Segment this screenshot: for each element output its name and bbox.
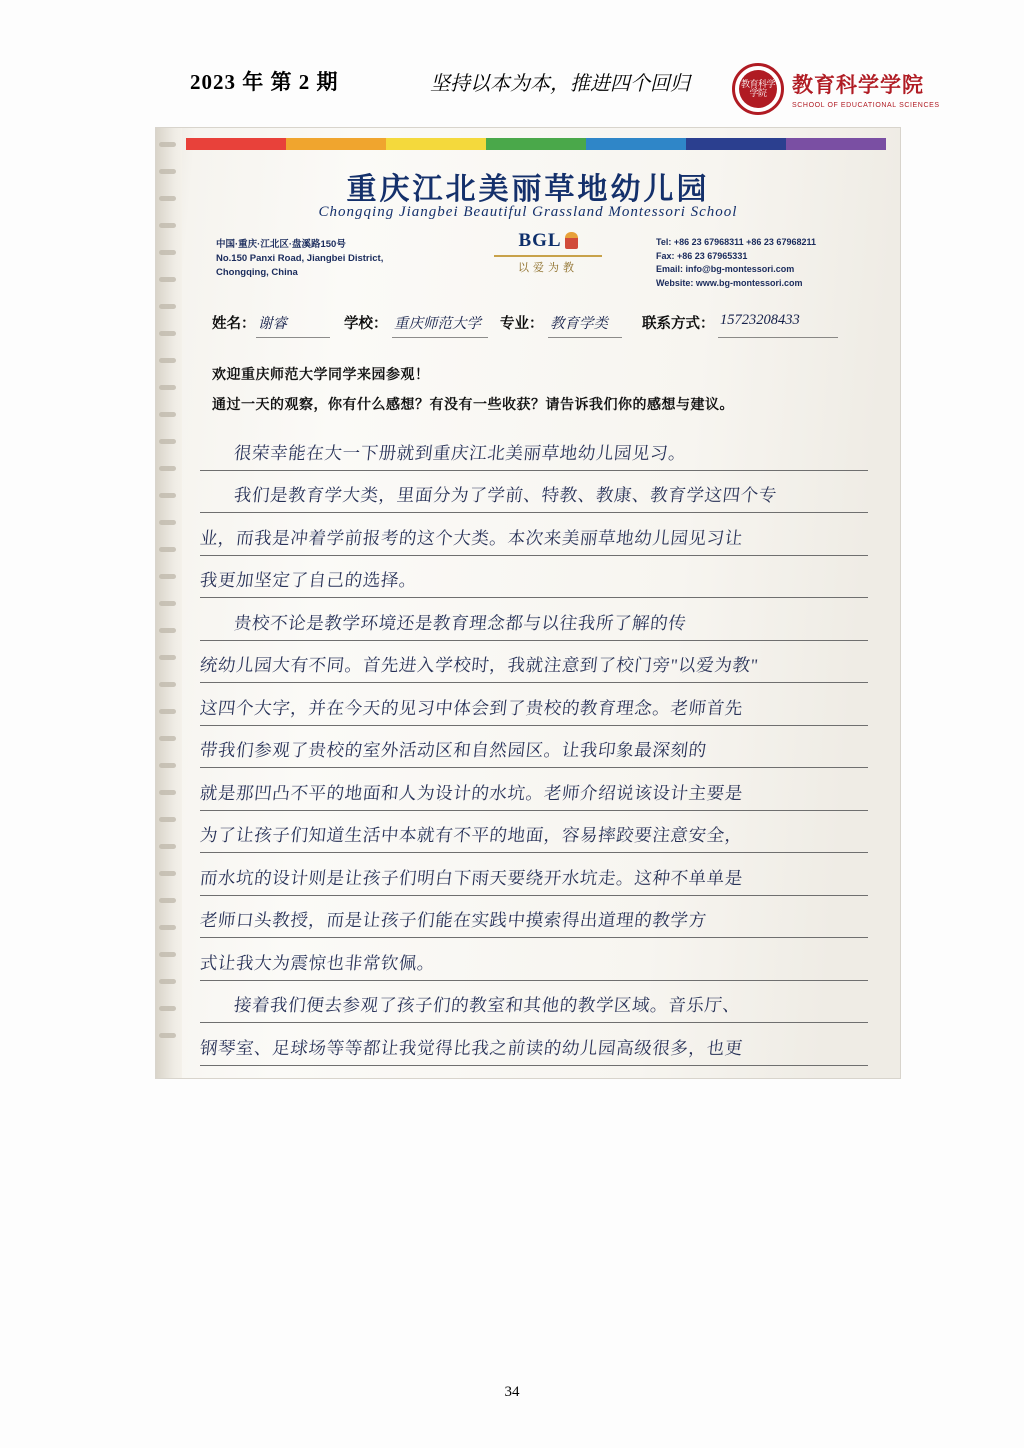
name-label: 姓名： [212, 316, 256, 332]
handwriting-line [200, 556, 868, 599]
scanned-form-image [156, 128, 900, 1078]
school-label: 学校： [344, 316, 388, 332]
binding-hole [159, 331, 176, 336]
address-line-0: 中国·重庆·江北区·盘溪路150号 [216, 239, 346, 250]
handwriting-line [200, 513, 868, 556]
contact-line-0: Tel: +86 23 67968311 +86 23 67968211 [656, 237, 816, 247]
binding-hole [159, 385, 176, 390]
handwriting-text: 就是那凹凸不平的地面和人为设计的水坑。老师介绍说该设计主要是 [198, 782, 744, 803]
binding-hole [159, 925, 176, 930]
form-identity-line [212, 312, 852, 338]
binding-hole [159, 763, 176, 768]
brand-divider [494, 255, 602, 257]
logo-seal-text: 教育科学学院 [739, 70, 777, 108]
binding-hole [159, 979, 176, 984]
handwriting-text: 而水坑的设计则是让孩子们明白下雨天要绕开水坑走。这种不单单是 [198, 867, 744, 888]
logo-name-en: SCHOOL OF EDUCATIONAL SCIENCES [792, 102, 940, 109]
brand-child-icon [565, 232, 578, 249]
school-name-cn: 重庆江北美丽草地幼儿园 [346, 173, 710, 206]
logo-seal-icon [732, 63, 784, 115]
handwritten-body [200, 428, 868, 1066]
major-underline [548, 337, 622, 338]
issue-label: 2023 年 第 2 期 [190, 70, 339, 94]
contact-value: 15723208433 [720, 312, 800, 328]
school-underline [392, 337, 488, 338]
institution-logo [732, 58, 940, 120]
binding-hole [159, 358, 176, 363]
binding-hole [159, 898, 176, 903]
handwriting-line [200, 1023, 868, 1066]
stripe-5 [686, 138, 786, 150]
prompt-question: 通过一天的观察，你有什么感想？有没有一些收获？请告诉我们你的感想与建议。 [212, 398, 734, 413]
handwriting-text: 贵校不论是教学环境还是教育理念都与以往我所了解的传 [232, 612, 688, 633]
binding-hole [159, 790, 176, 795]
page-number: 34 [504, 1384, 520, 1400]
handwriting-text: 业，而我是冲着学前报考的这个大类。本次来美丽草地幼儿园见习让 [198, 527, 744, 548]
handwriting-line [200, 938, 868, 981]
binding-hole [159, 493, 176, 498]
handwriting-text: 带我们参观了贵校的室外活动区和自然园区。让我印象最深刻的 [198, 740, 708, 760]
stripe-6 [786, 138, 886, 150]
binding-hole [159, 223, 176, 228]
school-address [216, 238, 383, 279]
binding-hole [159, 277, 176, 282]
handwriting-text: 我们是教育学大类，里面分为了学前、特教、教康、教育学这四个专 [232, 485, 778, 505]
handwriting-text: 钢琴室、足球场等等都让我觉得比我之前读的幼儿园高级很多，也更 [198, 1037, 744, 1058]
binding-hole [159, 250, 176, 255]
school-value: 重庆师范大学 [394, 316, 481, 332]
binding-hole [159, 952, 176, 957]
binding-hole [159, 547, 176, 552]
handwriting-line [200, 683, 868, 726]
binding-hole [159, 1006, 176, 1011]
stripe-2 [386, 138, 486, 150]
running-title: 坚持以本为本，推进四个回归 [430, 73, 690, 95]
stripe-3 [486, 138, 586, 150]
school-contact [656, 236, 816, 290]
handwriting-text: 式让我大为震惊也非常钦佩。 [198, 952, 437, 973]
logo-wordmark [792, 69, 940, 109]
address-line-1: No.150 Panxi Road, Jiangbei District, [216, 252, 384, 264]
handwriting-line [200, 598, 868, 641]
handwriting-text: 统幼儿园大有不同。首先进入学校时，我就注意到了校门旁"以爱为教" [198, 655, 760, 675]
school-brand-block [488, 230, 608, 275]
school-motto: 以爱为教 [518, 262, 578, 274]
binding-hole [159, 844, 176, 849]
prompt-welcome: 欢迎重庆师范大学同学来园参观！ [212, 368, 430, 383]
binding-hole [159, 628, 176, 633]
binding-hole [159, 736, 176, 741]
binding-hole [159, 682, 176, 687]
spiral-binding [156, 128, 182, 1078]
handwriting-line [200, 428, 868, 471]
stripe-4 [586, 138, 686, 150]
contact-underline [718, 337, 838, 338]
handwriting-line [200, 768, 868, 811]
contact-label: 联系方式： [642, 316, 715, 332]
school-name-en: Chongqing Jiangbei Beautiful Grassland Montessori School [318, 204, 738, 220]
letterhead-color-stripes [186, 138, 886, 150]
binding-hole [159, 520, 176, 525]
binding-hole [159, 574, 176, 579]
stripe-0 [186, 138, 286, 150]
handwriting-text: 为了让孩子们知道生活中本就有不平的地面，容易摔跤要注意安全， [198, 825, 744, 845]
handwriting-line [200, 471, 868, 514]
binding-hole [159, 1033, 176, 1038]
handwriting-line [200, 981, 868, 1024]
binding-hole [159, 142, 176, 147]
name-underline [256, 337, 330, 338]
brand-abbreviation [488, 230, 608, 252]
major-value: 教育学类 [550, 316, 608, 332]
contact-line-2: Email: info@bg-montessori.com [656, 264, 795, 274]
name-value: 谢睿 [258, 316, 287, 332]
contact-line-3: Website: www.bg-montessori.com [656, 277, 803, 288]
binding-hole [159, 412, 176, 417]
logo-name-cn: 教育科学学院 [792, 73, 924, 97]
handwriting-text: 很荣幸能在大一下册就到重庆江北美丽草地幼儿园见习。 [232, 442, 688, 463]
binding-hole [159, 466, 176, 471]
handwriting-line [200, 896, 868, 939]
binding-hole [159, 871, 176, 876]
major-label: 专业： [500, 316, 544, 332]
page-header [190, 58, 940, 120]
binding-hole [159, 817, 176, 822]
binding-hole [159, 601, 176, 606]
binding-hole [159, 439, 176, 444]
handwriting-text: 老师口头教授，而是让孩子们能在实践中摸索得出道理的教学方 [198, 910, 708, 930]
handwriting-line [200, 853, 868, 896]
binding-hole [159, 709, 176, 714]
handwriting-text: 接着我们便去参观了孩子们的教室和其他的教学区域。音乐厅、 [232, 995, 742, 1015]
binding-hole [159, 304, 176, 309]
brand-abbr-text: BGL [518, 230, 562, 251]
stripe-1 [286, 138, 386, 150]
address-line-2: Chongqing, China [216, 266, 298, 278]
handwriting-text: 这四个大字，并在今天的见习中体会到了贵校的教育理念。老师首先 [198, 697, 744, 718]
handwriting-line [200, 641, 868, 684]
contact-line-1: Fax: +86 23 67965331 [656, 250, 748, 261]
handwriting-line [200, 726, 868, 769]
handwriting-text: 我更加坚定了自己的选择。 [198, 570, 419, 590]
handwriting-line [200, 811, 868, 854]
binding-hole [159, 655, 176, 660]
